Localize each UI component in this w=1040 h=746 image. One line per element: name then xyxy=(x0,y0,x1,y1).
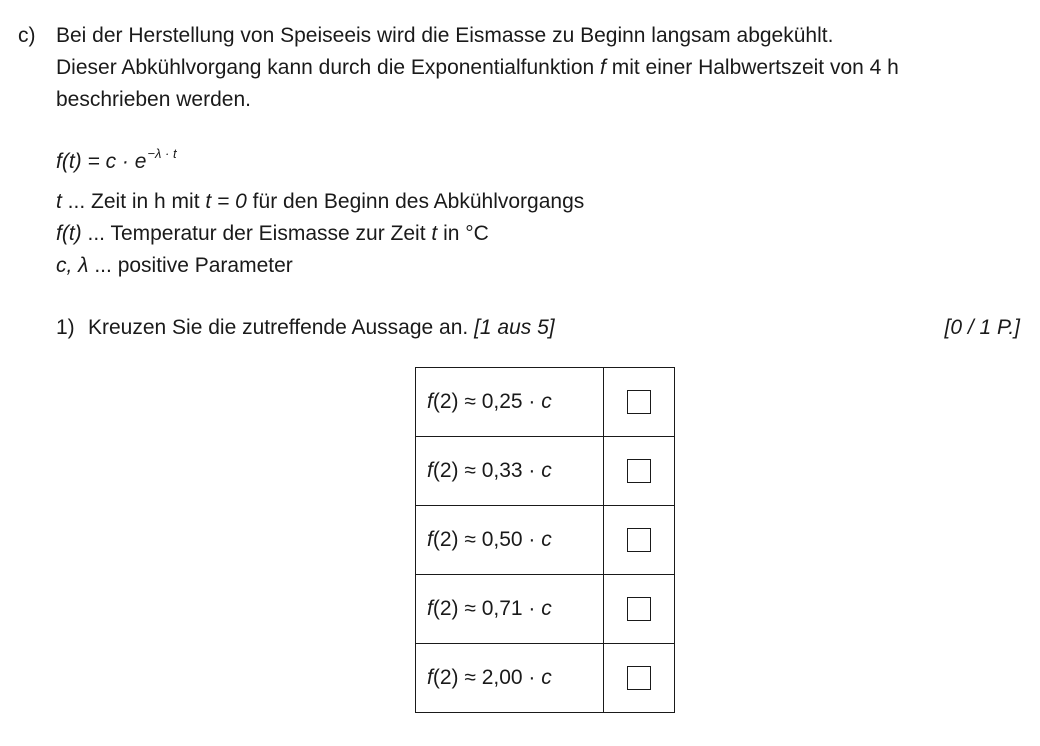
option-row xyxy=(416,644,675,713)
option-checkbox-cell xyxy=(604,368,675,437)
variable-t-line xyxy=(56,190,584,214)
option-fn: f xyxy=(427,528,433,551)
option-row xyxy=(416,368,675,437)
variable-f-desc-a: ... Temperatur der Eismasse zur Zeit xyxy=(81,222,432,245)
option-c: c xyxy=(541,666,552,689)
option-c: c xyxy=(541,528,552,551)
option-row xyxy=(416,575,675,644)
variable-c-line xyxy=(56,254,293,278)
option-expr: (2) ≈ 0,25 · xyxy=(432,390,542,413)
option-expr: (2) ≈ 0,71 · xyxy=(432,597,542,620)
option-checkbox[interactable] xyxy=(627,528,651,552)
variable-t-desc-b: für den Beginn des Abkühlvorgangs xyxy=(246,190,585,213)
intro-line-1: Bei der Herstellung von Speiseeis wird die Eismasse zu Beginn langsam abgekühlt. xyxy=(56,24,834,47)
formula-exponent: −λ · t xyxy=(147,146,177,161)
intro-line-3: beschrieben werden. xyxy=(56,88,251,111)
formula xyxy=(56,146,177,174)
option-row xyxy=(416,437,675,506)
task-points: [0 / 1 P.] xyxy=(944,316,1020,339)
option-expr: (2) ≈ 0,50 · xyxy=(432,528,542,551)
option-fn: f xyxy=(427,459,433,482)
option-c: c xyxy=(541,459,552,482)
option-expr: (2) ≈ 2,00 · xyxy=(432,666,542,689)
variable-f-line xyxy=(56,222,489,246)
intro-line-2 xyxy=(56,56,899,80)
task-instruction: Kreuzen Sie die zutreffende Aussage an. xyxy=(88,316,475,339)
options-table xyxy=(415,367,675,713)
option-label xyxy=(416,437,604,506)
variable-f-t: t xyxy=(431,222,438,245)
part-label: c) xyxy=(18,24,36,47)
option-c: c xyxy=(541,597,552,620)
formula-lhs: f(t) = c · e xyxy=(56,150,147,173)
variable-f: f(t) xyxy=(56,222,82,245)
variable-t-zero: t = 0 xyxy=(205,190,247,213)
variable-t: t xyxy=(56,190,62,213)
option-checkbox[interactable] xyxy=(627,390,651,414)
task-hint: [1 aus 5] xyxy=(474,316,555,339)
option-checkbox[interactable] xyxy=(627,597,651,621)
variable-c-desc: ... positive Parameter xyxy=(88,254,293,277)
variable-t-desc-a: ... Zeit in h mit xyxy=(61,190,206,213)
variable-c: c, λ xyxy=(56,254,89,277)
intro-function-symbol: f xyxy=(600,56,606,79)
option-label xyxy=(416,575,604,644)
option-checkbox-cell xyxy=(604,575,675,644)
task-text xyxy=(88,316,555,340)
intro-line-2-end: mit einer Halbwertszeit von 4 h xyxy=(611,56,899,79)
option-checkbox[interactable] xyxy=(627,666,651,690)
option-c: c xyxy=(541,390,552,413)
option-label xyxy=(416,506,604,575)
option-checkbox-cell xyxy=(604,437,675,506)
option-label xyxy=(416,368,604,437)
intro-line-2-text: Dieser Abkühlvorgang kann durch die Exponentialfunktion xyxy=(56,56,595,79)
option-checkbox-cell xyxy=(604,644,675,713)
option-label xyxy=(416,644,604,713)
variable-f-desc-b: in °C xyxy=(437,222,489,245)
option-fn: f xyxy=(427,666,433,689)
option-expr: (2) ≈ 0,33 · xyxy=(432,459,542,482)
task-number: 1) xyxy=(56,316,75,339)
option-row xyxy=(416,506,675,575)
option-fn: f xyxy=(427,597,433,620)
option-checkbox[interactable] xyxy=(627,459,651,483)
option-fn: f xyxy=(427,390,433,413)
option-checkbox-cell xyxy=(604,506,675,575)
